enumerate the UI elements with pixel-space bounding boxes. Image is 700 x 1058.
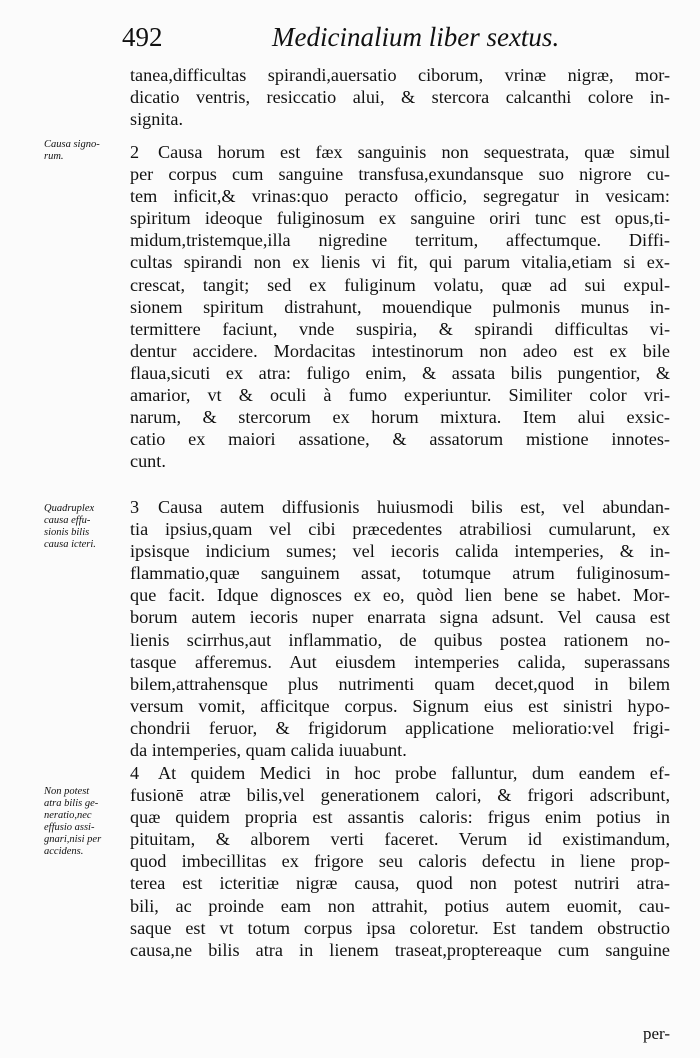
running-title: Medicinalium liber sextus. bbox=[272, 22, 560, 52]
paragraph-1 bbox=[130, 64, 670, 130]
margin-note-line: Non potest bbox=[44, 786, 90, 797]
text-line: Causa horum est fæx sanguinis non sequestrata, quæ simul bbox=[158, 142, 670, 162]
text-line: dicatio ventris, resiccatio alui, & stercora calcanthi colore in- bbox=[130, 87, 670, 108]
text-line: termittere faciunt, vnde suspiria, & spirandi difficultas vi- bbox=[130, 318, 670, 339]
text-line: amarior, vt & oculi à fumo experiuntur. Similiter color vri- bbox=[130, 385, 670, 406]
text-line: spiritum ideoque fuliginosum ex sanguine oriri tunc est opus,ti- bbox=[130, 208, 670, 229]
text-line: per corpus cum sanguine transfusa,exundansque suo nigrore cu- bbox=[130, 164, 670, 185]
text-line: que facit. Idque dignosces ex eo, quòd lien bene se habet. Mor- bbox=[130, 585, 670, 606]
text-line: tasque afferemus. Aut eiusdem intemperies calida, superassans bbox=[130, 651, 670, 672]
text-line: midum,tristemque,illa nigredine territum, affectumque. Diffi- bbox=[130, 230, 670, 251]
text-line: bili, ac proinde eam non attrahit, potius autem euomit, cau- bbox=[130, 895, 670, 916]
text-line: tia ipsius,quam vel cibi præcedentes atrabiliosi cumularunt, ex bbox=[130, 519, 670, 540]
margin-note-quadruplex-causa bbox=[44, 503, 130, 551]
text-line: dentur accidere. Mordacitas intestinorum non adeo est ex bile bbox=[130, 340, 670, 361]
text-line: tem inficit,& vrinas:quo peracto officio, segregatur in vesicam: bbox=[130, 186, 670, 207]
text-line: chondrii feruor, & frigidorum applicatione melioratio:vel frigi- bbox=[130, 717, 670, 738]
text-line-first bbox=[130, 496, 670, 518]
text-line: crescat, tangit; sed ex fuliginum volatu, quæ ad sui expul- bbox=[130, 274, 670, 295]
margin-note-line: causa effu- bbox=[44, 515, 91, 526]
text-line: quæ quidem propria est assantis caloris: frigus enim potius in bbox=[130, 807, 670, 828]
page-number: 492 bbox=[122, 22, 163, 52]
text-line: versum vomit, afficitque corpus. Signum eius est sinistri hypo- bbox=[130, 695, 670, 716]
paragraph-number: 4 bbox=[130, 763, 140, 783]
text-line: cultas spirandi non ex lienis vi fit, qui parum vitalia,etiam si ex- bbox=[130, 252, 670, 273]
text-line: signita. bbox=[130, 109, 184, 130]
text-line: da intemperies, quam calida iuuabunt. bbox=[130, 740, 407, 761]
text-line: ipsisque indicium sumes; vel iecoris calida intemperies, & in- bbox=[130, 541, 670, 562]
text-line: fusionē atræ bilis,vel generationem calori, & frigori adscribunt, bbox=[130, 785, 670, 806]
text-line: terea est icteritiæ nigræ causa, quod non potest nutriri atra- bbox=[130, 873, 670, 894]
margin-note-line: atra bilis ge- bbox=[44, 798, 99, 809]
text-line: pituitam, & alborem verti faceret. Verum id existimandum, bbox=[130, 829, 670, 850]
text-line: quod imbecillitas ex frigore seu caloris defectu in liene prop- bbox=[130, 851, 670, 872]
text-line: bilem,attrahensque plus nutrimenti quam decet,quod in bilem bbox=[130, 673, 670, 694]
text-line: saque est vt totum corpus ipsa coloretur. Est tandem obstructio bbox=[130, 917, 670, 938]
margin-note-line: Causa signo- bbox=[44, 139, 100, 150]
text-line: borum autem iecoris nuper enarrata signa adsunt. Vel causa est bbox=[130, 607, 670, 628]
text-line: Causa autem diffusionis huiusmodi bilis est, vel abundan- bbox=[158, 497, 670, 517]
margin-note-line: neratio,nec bbox=[44, 810, 92, 821]
text-line-first bbox=[130, 141, 670, 163]
margin-note-line: gnari,nisi per bbox=[44, 834, 102, 845]
paragraph-3 bbox=[130, 496, 670, 761]
margin-note-line: sionis bilis bbox=[44, 527, 90, 538]
paragraph-number: 3 bbox=[130, 497, 140, 517]
margin-note-line: effusio assi- bbox=[44, 822, 95, 833]
margin-note-line: causa icteri. bbox=[44, 539, 96, 550]
paragraph-4 bbox=[130, 762, 670, 961]
text-line: causa,ne bilis atra in lienem traseat,proptereaque cum sanguine bbox=[130, 939, 670, 960]
text-line: catio ex maiori assatione, & assatorum mistione innotes- bbox=[130, 429, 670, 450]
text-line: flammatio,quæ sanguinem assat, totumque atrum fuliginosum- bbox=[130, 563, 670, 584]
margin-note-causa-signorum bbox=[44, 139, 130, 163]
margin-note-non-potest bbox=[44, 786, 130, 858]
text-line: lienis scirrhus,aut inflammatio, de quibus postea rationem no- bbox=[130, 629, 670, 650]
paragraph-number: 2 bbox=[130, 142, 140, 162]
margin-note-line: accidens. bbox=[44, 846, 84, 857]
margin-note-line: Quadruplex bbox=[44, 503, 95, 514]
text-line: tanea,difficultas spirandi,auersatio ciborum, vrinæ nigræ, mor- bbox=[130, 65, 670, 85]
page-header bbox=[120, 22, 580, 58]
text-line: sionem spiritum distrahunt, mouendique pulmonis munus in- bbox=[130, 296, 670, 317]
margin-note-line: rum. bbox=[44, 151, 64, 162]
text-line: cunt. bbox=[130, 451, 166, 472]
text-line: At quidem Medici in hoc probe falluntur, dum eandem ef- bbox=[158, 763, 670, 783]
text-line: narum, & stercorum ex horum mixtura. Item alui exsic- bbox=[130, 407, 670, 428]
text-line: flaua,sicuti ex atra: fuligo enim, & assata bilis pungentior, & bbox=[130, 362, 670, 383]
text-line-first bbox=[130, 762, 670, 784]
paragraph-2 bbox=[130, 141, 670, 472]
catchword: per- bbox=[642, 1024, 670, 1043]
